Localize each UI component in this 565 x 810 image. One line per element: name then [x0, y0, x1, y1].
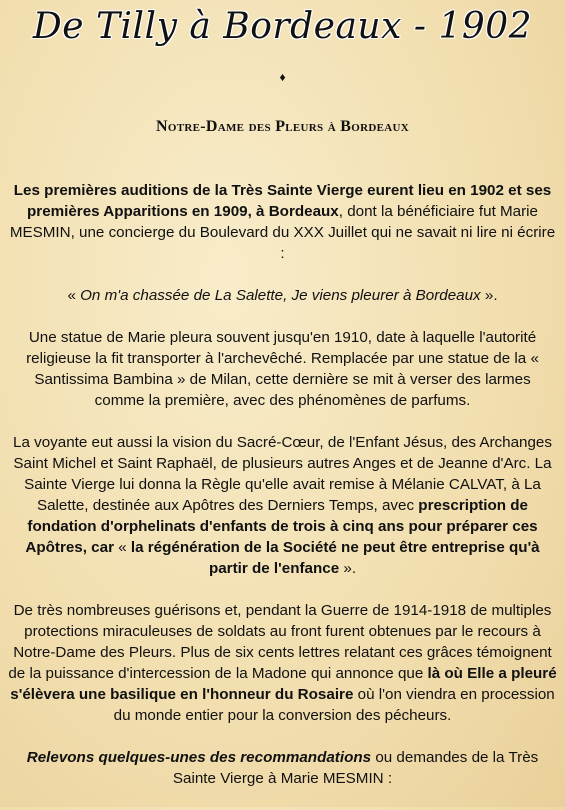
section-subtitle: Notre-Dame des Pleurs à Bordeaux [156, 118, 409, 135]
p1-bold: Les premières auditions de la Très Sainte Vierge eurent lieu en 1902 et ses premières Apparitions en 1909, à Bordeaux [13, 182, 552, 220]
page-title: De Tilly à Bordeaux - 1902 [32, 6, 533, 47]
p4-text1: La voyante eut aussi la vision du Sacré-Cœur, de l'Enfant Jésus, des Archanges Saint Michel et Saint Raphaël, de plusieurs autres Anges et de Jeanne d'Arc. La Sainte Vierge lui donna la Règle qu'elle avait remise à Mélanie CALVAT, à La Salette, destinée aux Apôtres des Derniers Temps, avec [13, 434, 552, 514]
paragraph-3: Une statue de Marie pleura souvent jusqu'en 1910, date à laquelle l'autorité religieuse la fit transporter à l'archevêché. Remplacée par une statue de la « Santissima Bambina » de Milan, cette dernière se mit à verser des larmes comme la première, avec des phénomènes de parfums. [26, 329, 539, 409]
paragraph-5 [8, 600, 557, 726]
p5-text1: De très nombreuses guérisons et, pendant la Guerre de 1914-1918 de multiples protections miraculeuses de soldats au front furent obtenues par le recours à Notre-Dame des Pleurs. Plus de six cents lettres relatant ces grâces témoignent de la puissance d'intercession de la Madone qui annonce que [8, 602, 552, 682]
p4-text2: « [114, 539, 131, 556]
p6-rest: ou demandes de la Très Sainte Vierge à Marie MESMIN : [172, 749, 539, 787]
paragraph-2 [8, 285, 557, 306]
p5-bold: là où Elle a pleuré s'élèvera une basilique en l'honneur du Rosaire [10, 665, 557, 703]
p2-quote: On m'a chassée de La Salette, Je viens pleurer à Bordeaux [80, 287, 481, 304]
p2-close: ». [480, 287, 498, 304]
p5-text2: où l'on viendra en procession du monde entier pour la conversion des pécheurs. [113, 686, 555, 724]
p1-rest: , dont la bénéficiaire fut Marie MESMIN, une concierge du Boulevard du XXX Juillet qui ne savait ni lire ni écrire : [9, 203, 556, 262]
paragraph-1 [8, 180, 557, 264]
paragraph-6 [8, 747, 557, 789]
article-body [8, 180, 557, 810]
p4-bold2: la régénération de la Société ne peut être entreprise qu'à partir de l'enfance [130, 539, 540, 577]
diamond-ornament-icon: ♦ [279, 70, 286, 84]
p4-bold1: prescription de fondation d'orphelinats d'enfants de trois à cinq ans pour préparer ces Apôtres, car [25, 497, 538, 556]
p2-open: « [67, 287, 81, 304]
p4-text3: ». [339, 560, 357, 577]
paragraph-4 [8, 432, 557, 579]
p6-bolditalic: Relevons quelques-unes des recommandations [26, 749, 372, 766]
